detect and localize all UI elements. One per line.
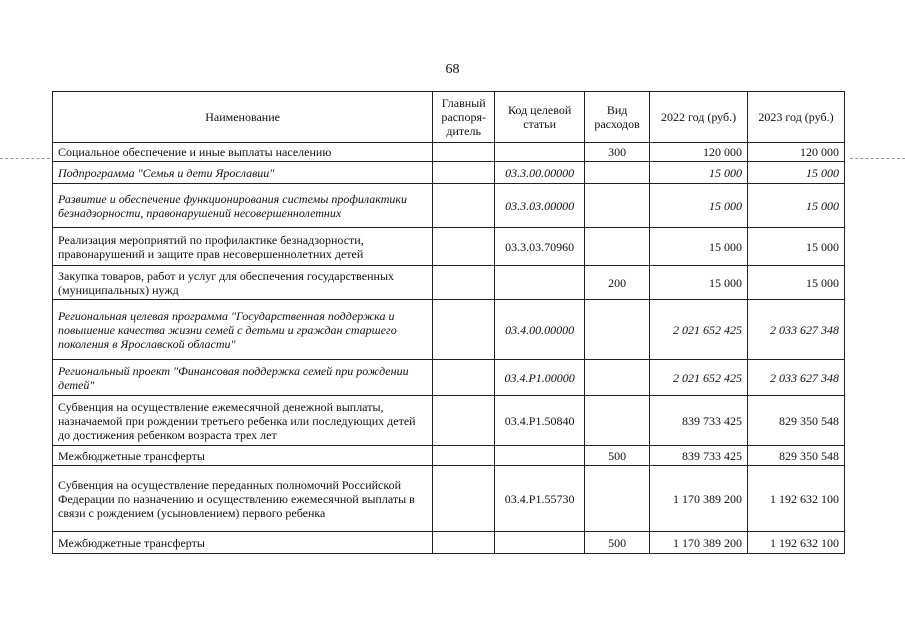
row-kind xyxy=(585,162,650,184)
row-admin xyxy=(433,446,495,466)
row-admin xyxy=(433,466,495,532)
row-admin xyxy=(433,228,495,266)
left-scan-dots xyxy=(0,158,50,160)
table-row xyxy=(53,466,845,532)
row-name: Реализация мероприятий по профилактике безнадзорности, правонарушений и защите прав несовершеннолетних детей xyxy=(53,228,433,266)
row-kind: 200 xyxy=(585,266,650,300)
row-kind xyxy=(585,360,650,396)
row-2022: 15 000 xyxy=(650,266,748,300)
header-2023: 2023 год (руб.) xyxy=(748,92,845,143)
row-2022: 1 170 389 200 xyxy=(650,466,748,532)
row-kind xyxy=(585,228,650,266)
row-2023: 829 350 548 xyxy=(748,396,845,446)
table-row xyxy=(53,228,845,266)
row-admin xyxy=(433,162,495,184)
row-name: Субвенция на осуществление ежемесячной денежной выплаты, назначаемой при рождении третьего ребенка или последующих детей до достижения ребенком возраста трех лет xyxy=(53,396,433,446)
table-body xyxy=(53,143,845,554)
row-2023: 15 000 xyxy=(748,184,845,228)
table-row xyxy=(53,532,845,554)
table-row xyxy=(53,143,845,162)
row-kind xyxy=(585,396,650,446)
row-2023: 15 000 xyxy=(748,162,845,184)
row-2023: 15 000 xyxy=(748,266,845,300)
row-2022: 839 733 425 xyxy=(650,446,748,466)
row-admin xyxy=(433,396,495,446)
header-2022: 2022 год (руб.) xyxy=(650,92,748,143)
table-row xyxy=(53,266,845,300)
page-number: 68 xyxy=(445,62,460,77)
table-row xyxy=(53,446,845,466)
row-code: 03.4.00.00000 xyxy=(495,300,585,360)
header-name: Наименование xyxy=(53,92,433,143)
row-code xyxy=(495,143,585,162)
header-kind: Вид расходов xyxy=(585,92,650,143)
row-code xyxy=(495,446,585,466)
row-kind xyxy=(585,466,650,532)
row-2023: 120 000 xyxy=(748,143,845,162)
row-name: Региональная целевая программа "Государственная поддержка и повышение качества жизни семей с детьми и граждан старшего поколения в Ярославской области" xyxy=(53,300,433,360)
row-name: Закупка товаров, работ и услуг для обеспечения государственных (муниципальных) нужд xyxy=(53,266,433,300)
row-name: Подпрограмма "Семья и дети Ярославии" xyxy=(53,162,433,184)
row-admin xyxy=(433,300,495,360)
row-2023: 829 350 548 xyxy=(748,446,845,466)
row-code: 03.3.03.70960 xyxy=(495,228,585,266)
row-2022: 839 733 425 xyxy=(650,396,748,446)
budget-table xyxy=(52,91,845,554)
table-row xyxy=(53,300,845,360)
row-kind xyxy=(585,300,650,360)
row-2022: 120 000 xyxy=(650,143,748,162)
row-name: Развитие и обеспечение функционирования системы профилактики безнадзорности, правонарушений несовершеннолетних xyxy=(53,184,433,228)
row-2022: 15 000 xyxy=(650,162,748,184)
row-code xyxy=(495,266,585,300)
table-row xyxy=(53,162,845,184)
row-code: 03.4.P1.00000 xyxy=(495,360,585,396)
row-name: Социальное обеспечение и иные выплаты населению xyxy=(53,143,433,162)
row-code: 03.4.P1.50840 xyxy=(495,396,585,446)
row-admin xyxy=(433,184,495,228)
row-name: Региональный проект "Финансовая поддержка семей при рождении детей" xyxy=(53,360,433,396)
row-code xyxy=(495,532,585,554)
row-admin xyxy=(433,532,495,554)
row-kind: 300 xyxy=(585,143,650,162)
right-scan-dots xyxy=(850,158,905,160)
header-code: Код целевой статьи xyxy=(495,92,585,143)
row-name: Межбюджетные трансферты xyxy=(53,446,433,466)
row-code: 03.4.P1.55730 xyxy=(495,466,585,532)
row-2023: 1 192 632 100 xyxy=(748,532,845,554)
row-name: Межбюджетные трансферты xyxy=(53,532,433,554)
table-header-row xyxy=(53,92,845,143)
row-2022: 2 021 652 425 xyxy=(650,360,748,396)
row-2023: 15 000 xyxy=(748,228,845,266)
row-code: 03.3.00.00000 xyxy=(495,162,585,184)
row-2023: 1 192 632 100 xyxy=(748,466,845,532)
table-row xyxy=(53,360,845,396)
row-2023: 2 033 627 348 xyxy=(748,360,845,396)
row-admin xyxy=(433,266,495,300)
row-admin xyxy=(433,143,495,162)
row-name: Субвенция на осуществление переданных полномочий Российской Федерации по назначению и осуществлению ежемесячной выплаты в связи с рождением (усыновлением) первого ребенка xyxy=(53,466,433,532)
row-kind: 500 xyxy=(585,446,650,466)
row-code: 03.3.03.00000 xyxy=(495,184,585,228)
row-2023: 2 033 627 348 xyxy=(748,300,845,360)
table-row xyxy=(53,184,845,228)
row-2022: 1 170 389 200 xyxy=(650,532,748,554)
row-2022: 15 000 xyxy=(650,184,748,228)
row-admin xyxy=(433,360,495,396)
row-kind: 500 xyxy=(585,532,650,554)
header-admin: Главный распоря-дитель xyxy=(433,92,495,143)
table-row xyxy=(53,396,845,446)
row-kind xyxy=(585,184,650,228)
row-2022: 2 021 652 425 xyxy=(650,300,748,360)
row-2022: 15 000 xyxy=(650,228,748,266)
